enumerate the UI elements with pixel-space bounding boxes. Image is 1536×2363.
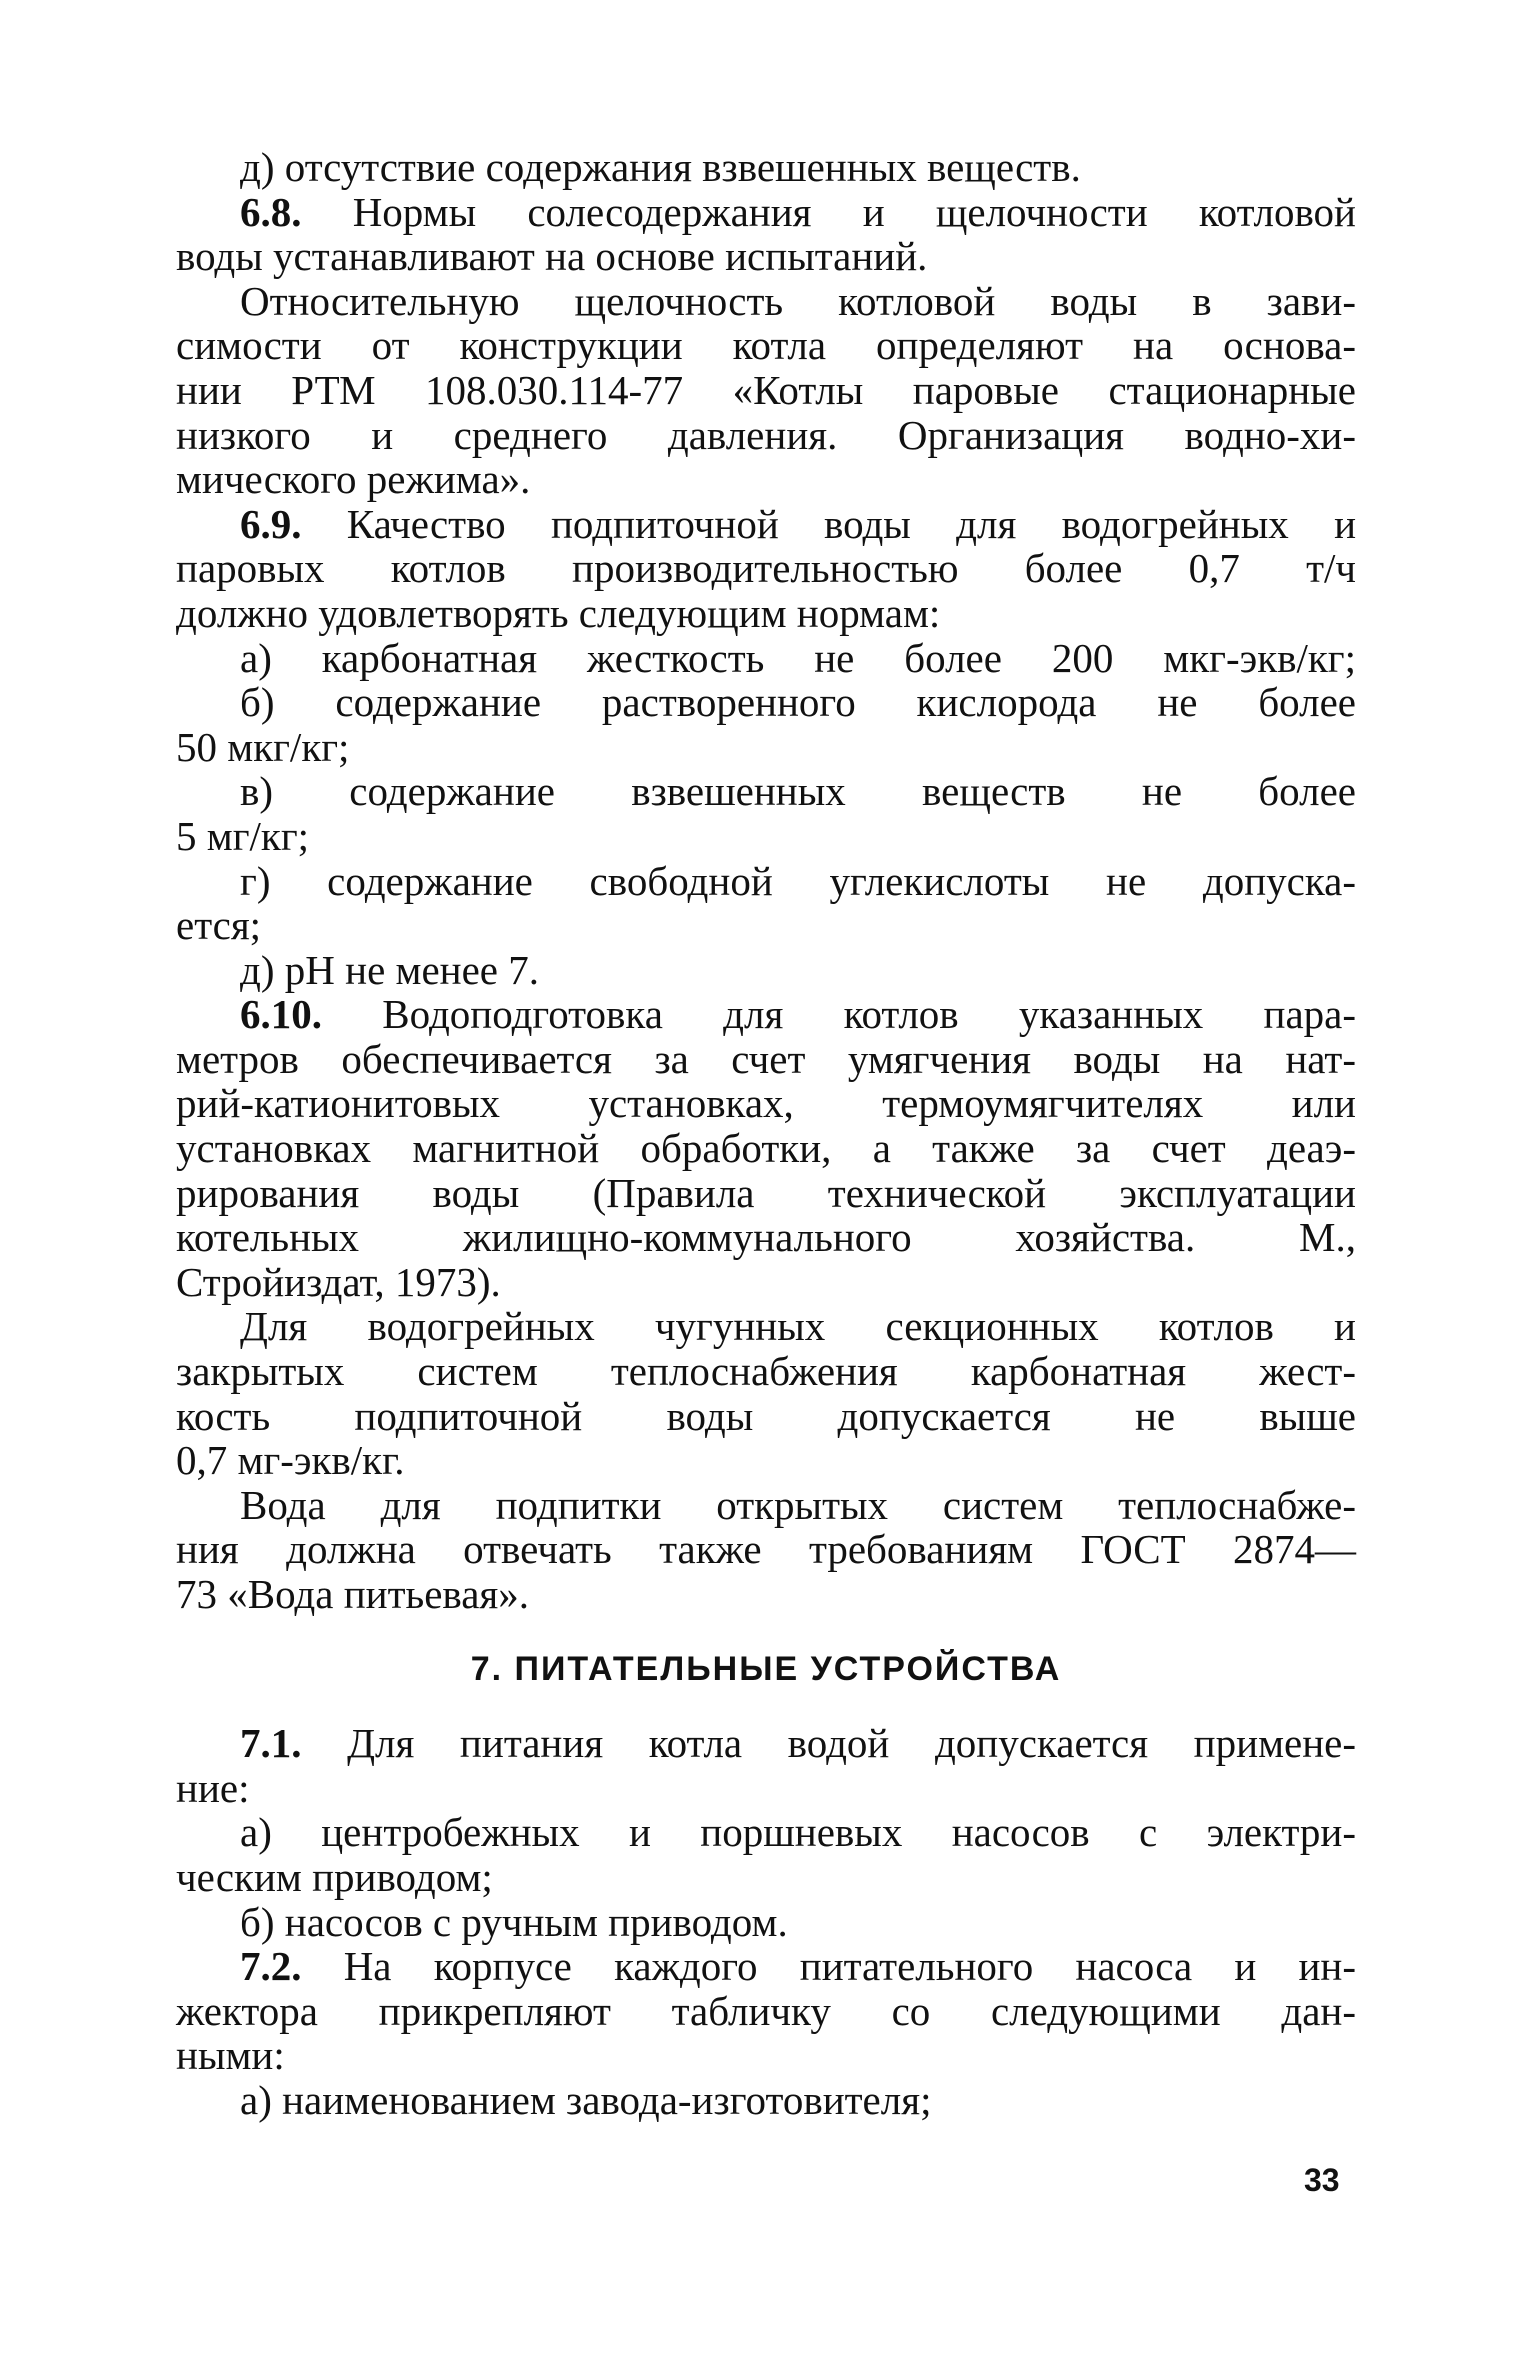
text-line: г) содержание свободной углекислоты не допуска- (240, 857, 1356, 904)
text-line: Вода для подпитки открытых систем теплоснабже- (240, 1481, 1356, 1528)
text-line: д) отсутствие содержания взвешенных веществ. (240, 144, 1081, 190)
text-line: 0,7 мг-экв/кг. (176, 1437, 405, 1484)
text-line: рирования воды (Правила технической эксплуатации (176, 1169, 1356, 1216)
text-line: симости от конструкции котла определяют на основа- (176, 322, 1356, 369)
section-number: 7.2. (240, 1943, 302, 1990)
section-heading: 7. ПИТАТЕЛЬНЫЕ УСТРОЙСТВА (470, 1649, 1062, 1688)
text-line: рий-катионитовых установках, термоумягчителях или (176, 1080, 1356, 1127)
text-line: д) pH не менее 7. (240, 946, 539, 993)
text-line: котельных жилищно-коммунального хозяйства. М., (176, 1214, 1356, 1261)
text-line: ния должна отвечать также требованиям ГОСТ 2874— (176, 1526, 1356, 1573)
text-line: метров обеспечивается за счет умягчения воды на нат- (176, 1035, 1356, 1082)
text-line: 5 мг/кг; (176, 812, 310, 859)
text-line: ческим приводом; (176, 1853, 493, 1900)
text-line: Стройиздат, 1973). (176, 1258, 501, 1305)
text-line: паровых котлов производительностью более 0,7 т/ч (176, 545, 1356, 592)
text-line: воды устанавливают на основе испытаний. (176, 233, 928, 280)
text-line: а) центробежных и поршневых насосов с электри- (240, 1809, 1356, 1856)
text-line: 6.8. Нормы солесодержания и щелочности котловой (240, 188, 1356, 235)
text-line: 7.1. Для питания котла водой допускается примене- (240, 1720, 1357, 1767)
text-line: а) карбонатная жесткость не более 200 мкг-экв/кг; (240, 634, 1356, 681)
text-line: Относительную щелочность котловой воды в зави- (240, 277, 1356, 324)
page-number: 33 (1304, 2162, 1340, 2198)
text-line: жектора прикрепляют табличку со следующими дан- (176, 1987, 1356, 2034)
text-line: Для водогрейных чугунных секционных котлов и (240, 1303, 1356, 1350)
text-line: 6.9. Качество подпиточной воды для водогрейных и (240, 500, 1357, 547)
text-line: ние: (176, 1764, 250, 1811)
section-number: 6.8. (240, 188, 302, 235)
text-line: б) содержание растворенного кислорода не более (240, 679, 1356, 726)
text-line: 7.2. На корпусе каждого питательного насоса и ин- (240, 1943, 1357, 1990)
text-line: 6.10. Водоподготовка для котлов указанных пара- (240, 991, 1357, 1038)
text-line: мического режима». (176, 456, 531, 503)
section-number: 6.10. (240, 991, 322, 1038)
section-number: 7.1. (240, 1720, 302, 1767)
body-text (176, 145, 1356, 2123)
text-line: закрытых систем теплоснабжения карбонатная жест- (176, 1348, 1356, 1395)
text-line: б) насосов с ручным приводом. (240, 1898, 788, 1945)
text-line: должно удовлетворять следующим нормам: (176, 589, 941, 636)
text-line: а) наименованием завода-изготовителя; (240, 2076, 932, 2123)
section-number: 6.9. (240, 500, 302, 547)
text-line: установках магнитной обработки, а также за счет деаэ- (176, 1125, 1356, 1172)
text-line: 50 мкг/кг; (176, 723, 350, 770)
text-line: ными: (176, 2032, 285, 2079)
text-line: кость подпиточной воды допускается не выше (176, 1392, 1356, 1439)
text-line: 73 «Вода питьевая». (176, 1571, 530, 1617)
text-line: нии РТМ 108.030.114-77 «Котлы паровые стационарные (176, 366, 1356, 413)
text-line: низкого и среднего давления. Организация водно-хи- (176, 411, 1356, 458)
text-line: в) содержание взвешенных веществ не более (240, 768, 1356, 815)
text-line: ется; (176, 902, 262, 949)
